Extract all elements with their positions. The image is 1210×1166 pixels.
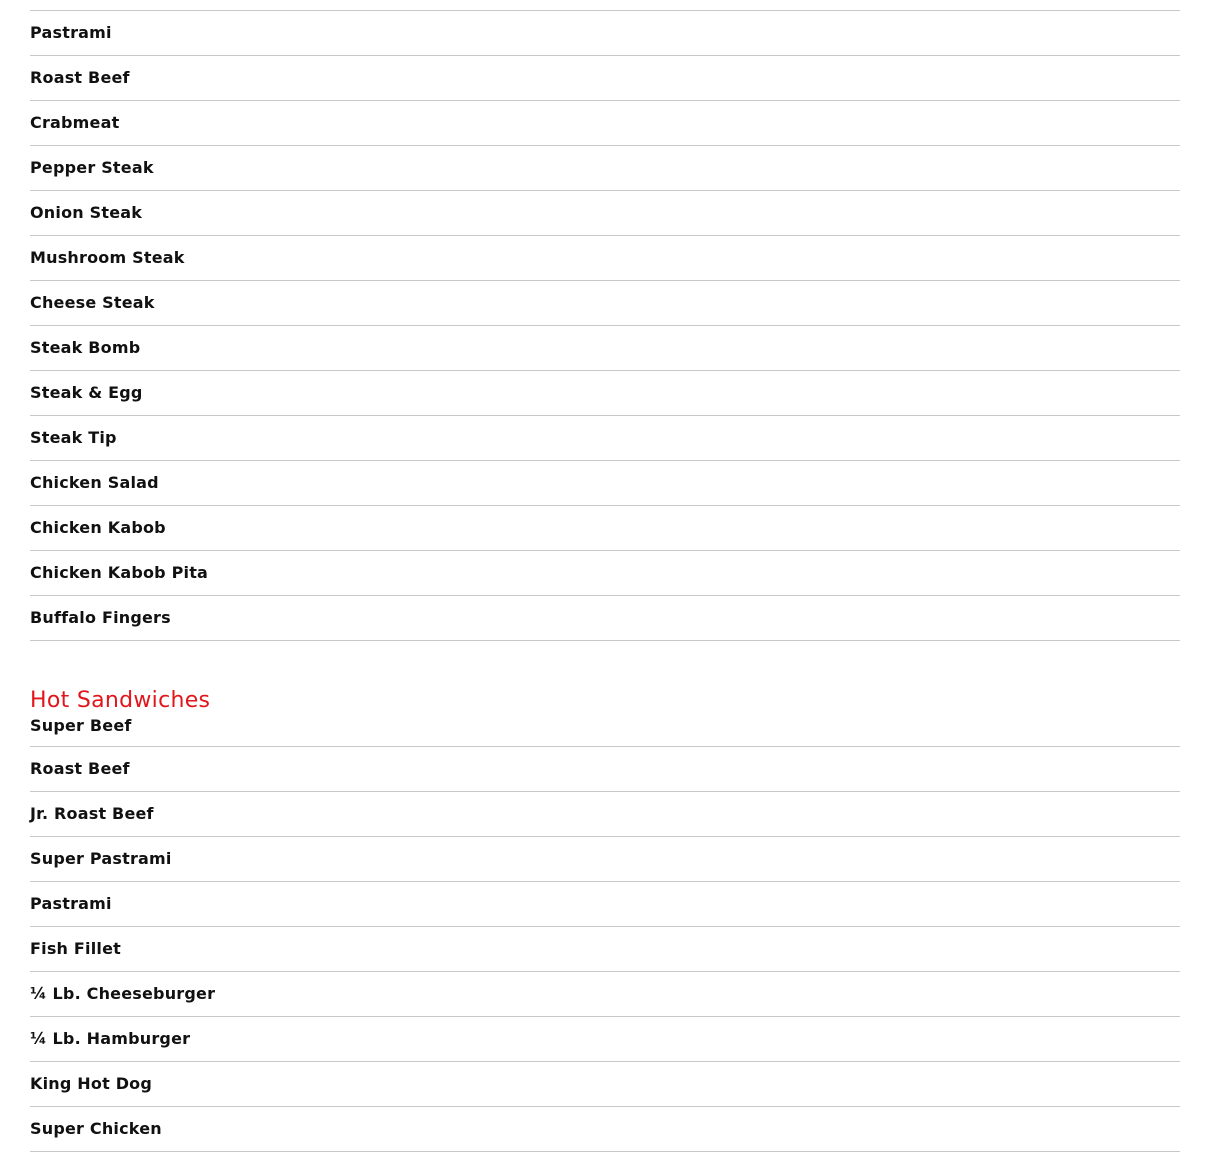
menu-item-name: Pastrami xyxy=(30,893,112,913)
list-item xyxy=(30,551,1180,596)
menu-item-name: Pastrami xyxy=(30,22,112,42)
list-item xyxy=(30,1107,1180,1152)
menu-item-name: Buffalo Fingers xyxy=(30,607,171,627)
menu-item-name: Chicken Salad xyxy=(30,472,159,492)
menu-item-name: Jr. Roast Beef xyxy=(30,803,154,823)
menu-page xyxy=(30,10,1180,1152)
list-item xyxy=(30,596,1180,641)
list-item xyxy=(30,792,1180,837)
list-item xyxy=(30,461,1180,506)
list-item xyxy=(30,146,1180,191)
list-item xyxy=(30,236,1180,281)
menu-item-name: Cheese Steak xyxy=(30,292,155,312)
menu-item-name: Roast Beef xyxy=(30,67,130,87)
menu-list-hot-sandwiches xyxy=(30,718,1180,1152)
menu-item-name: Onion Steak xyxy=(30,202,143,222)
section-spacer xyxy=(30,641,1180,684)
menu-item-name: Roast Beef xyxy=(30,758,130,778)
menu-item-name: Steak & Egg xyxy=(30,382,143,402)
menu-item-name: Mushroom Steak xyxy=(30,247,185,267)
list-item xyxy=(30,972,1180,1017)
list-item xyxy=(30,11,1180,56)
list-item xyxy=(30,281,1180,326)
list-item xyxy=(30,747,1180,792)
list-item xyxy=(30,371,1180,416)
menu-item-name: Chicken Kabob Pita xyxy=(30,562,209,582)
menu-list-previous-section xyxy=(30,11,1180,641)
menu-item-name: ¼ Lb. Hamburger xyxy=(30,1028,191,1048)
list-item xyxy=(30,1062,1180,1107)
list-item xyxy=(30,56,1180,101)
list-item xyxy=(30,416,1180,461)
list-item xyxy=(30,718,1180,747)
menu-item-name: Chicken Kabob xyxy=(30,517,166,537)
menu-item-name: ¼ Lb. Cheeseburger xyxy=(30,983,216,1003)
menu-item-name: Super Chicken xyxy=(30,1118,162,1138)
list-item xyxy=(30,101,1180,146)
list-item xyxy=(30,927,1180,972)
list-item xyxy=(30,191,1180,236)
list-item xyxy=(30,326,1180,371)
menu-item-name: King Hot Dog xyxy=(30,1073,153,1093)
menu-item-name: Steak Tip xyxy=(30,427,117,447)
list-item xyxy=(30,506,1180,551)
list-item xyxy=(30,837,1180,882)
list-item xyxy=(30,882,1180,927)
menu-item-name: Super Pastrami xyxy=(30,848,172,868)
menu-item-name: Super Beef xyxy=(30,716,132,735)
list-item xyxy=(30,1017,1180,1062)
menu-item-name: Fish Fillet xyxy=(30,938,121,958)
section-title-hot-sandwiches: Hot Sandwiches xyxy=(30,688,211,713)
menu-item-name: Steak Bomb xyxy=(30,337,141,357)
menu-item-name: Crabmeat xyxy=(30,112,120,132)
menu-item-name: Pepper Steak xyxy=(30,157,154,177)
